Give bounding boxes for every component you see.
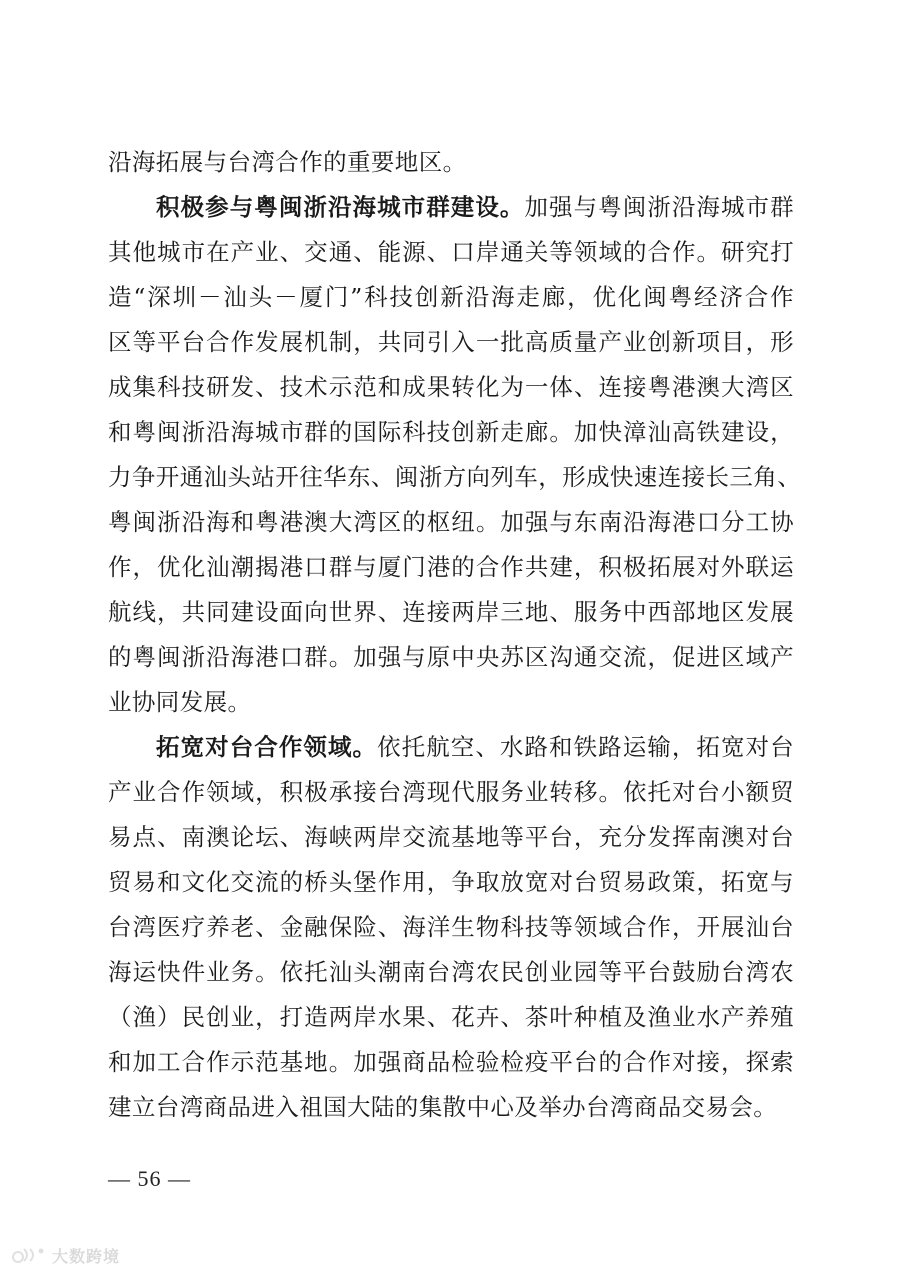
text-line: 和粤闽浙沿海城市群的国际科技创新走廊。加快漳汕高铁建设， (108, 418, 794, 446)
paragraph-heading-line (108, 185, 794, 230)
watermark (12, 1243, 120, 1267)
text-line: 业协同发展。 (108, 688, 252, 716)
watermark-logo-icon (12, 1245, 46, 1265)
text-line: 海运快件业务。依托汕头潮南台湾农民创业园等平台鼓励台湾农 (108, 958, 794, 986)
text-line: 力争开通汕头站开往华东、闽浙方向列车，形成快速连接长三角、 (108, 463, 802, 491)
text-line: 粤闽浙沿海和粤港澳大湾区的枢纽。加强与东南沿海港口分工协 (108, 508, 794, 536)
text-line: 产业合作领域，积极承接台湾现代服务业转移。依托对台小额贸 (108, 778, 794, 806)
text-line: 台湾医疗养老、金融保险、海洋生物科技等领域合作，开展汕台 (108, 913, 794, 941)
paragraph-heading-line (108, 725, 794, 770)
text-line: 其他城市在产业、交通、能源、口岸通关等领域的合作。研究打 (108, 238, 794, 266)
text-span: 依托航空、水路和铁路运输，拓宽对台 (377, 733, 794, 761)
text-line: 易点、南澳论坛、海峡两岸交流基地等平台，充分发挥南澳对台 (108, 823, 794, 851)
text-line: 的粤闽浙沿海港口群。加强与原中央苏区沟通交流，促进区域产 (108, 643, 794, 671)
text-line: 区等平台合作发展机制，共同引入一批高质量产业创新项目，形 (108, 328, 794, 356)
section-heading: 积极参与粤闽浙沿海城市群建设。 (156, 193, 525, 221)
text-line: 作，优化汕潮揭港口群与厦门港的合作共建，积极拓展对外联运 (108, 553, 794, 581)
page-number: — 56 — (108, 1166, 191, 1191)
text-line: （渔）民创业，打造两岸水果、花卉、茶叶种植及渔业水产养殖 (108, 1003, 794, 1031)
text-line: 建立台湾商品进入祖国大陆的集散中心及举办台湾商品交易会。 (108, 1093, 778, 1121)
text-line: 贸易和文化交流的桥头堡作用，争取放宽对台贸易政策，拓宽与 (108, 868, 794, 896)
text-line: 造“深圳－汕头－厦门”科技创新沿海走廊，优化闽粤经济合作 (108, 283, 794, 311)
text-line: 沿海拓展与台湾合作的重要地区。 (108, 148, 467, 176)
text-line: 和加工合作示范基地。加强商品检验检疫平台的合作对接，探索 (108, 1048, 794, 1076)
text-line: 成集科技研发、技术示范和成果转化为一体、连接粤港澳大湾区 (108, 373, 794, 401)
text-line: 航线，共同建设面向世界、连接两岸三地、服务中西部地区发展 (108, 598, 794, 626)
watermark-text: 大数跨境 (52, 1246, 121, 1266)
body-text (108, 140, 802, 1130)
section-heading: 拓宽对台合作领域。 (156, 733, 378, 761)
text-span: 加强与粤闽浙沿海城市群 (524, 193, 795, 221)
